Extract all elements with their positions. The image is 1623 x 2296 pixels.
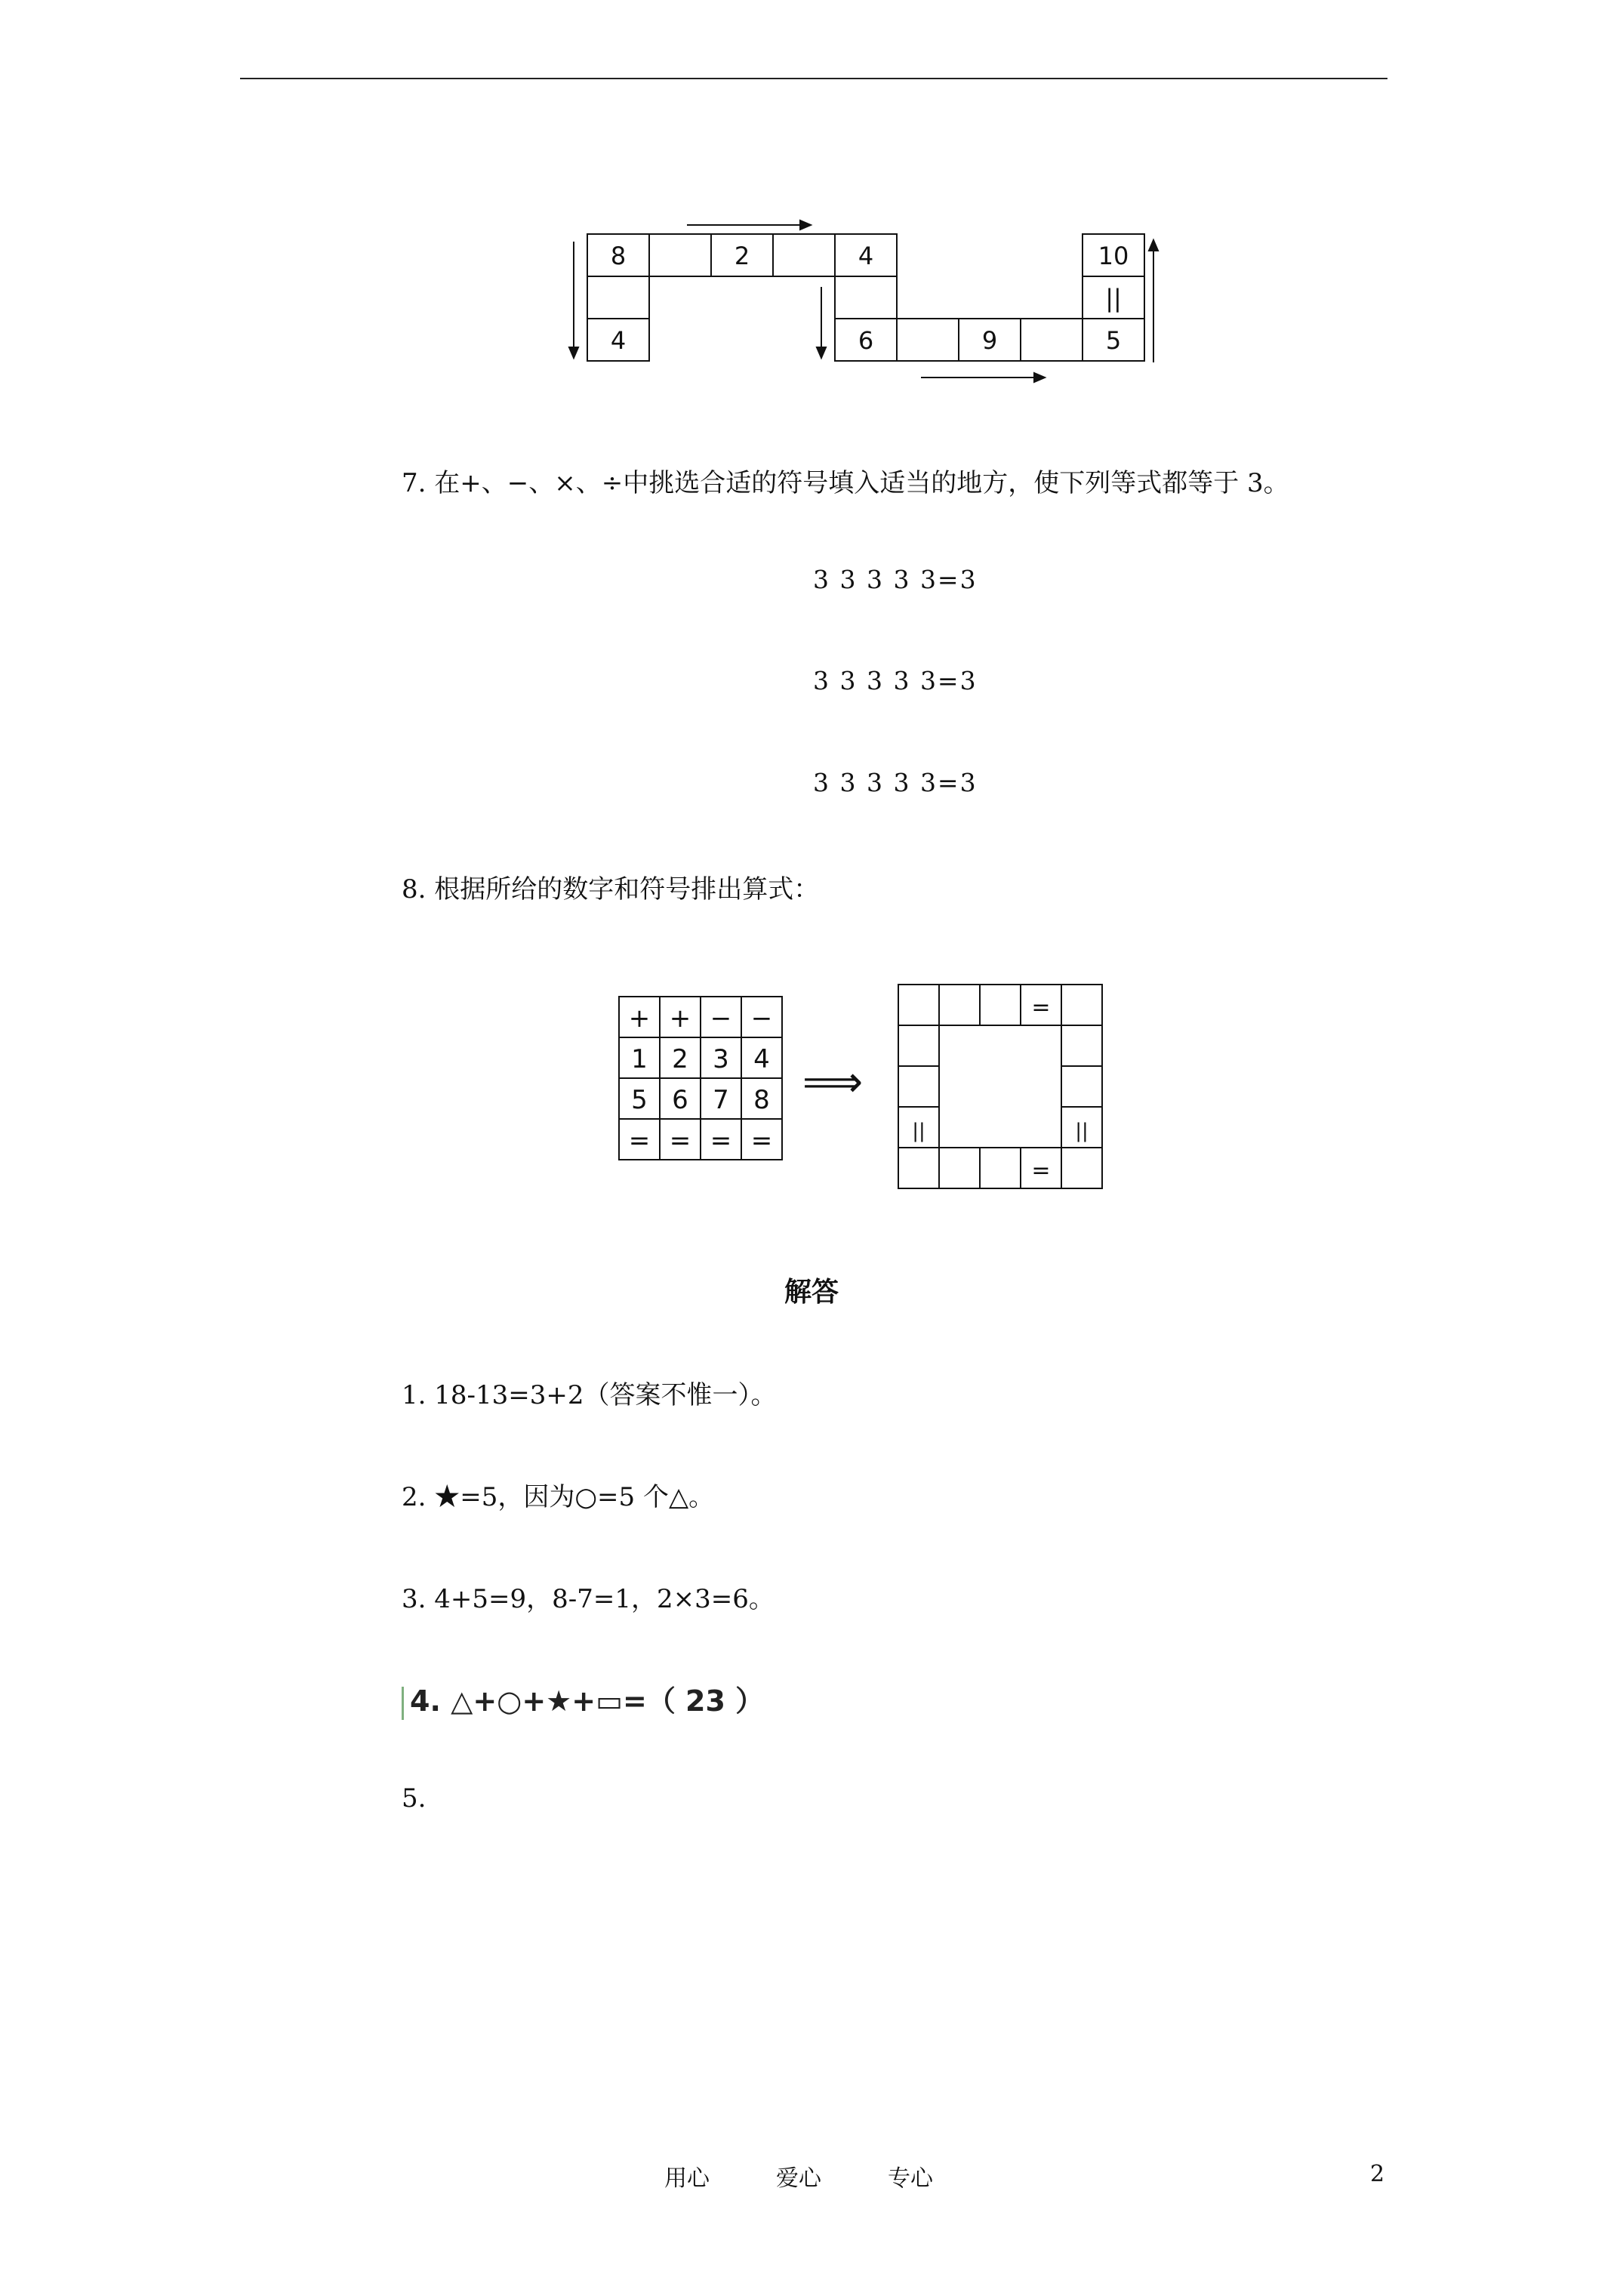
answer-4-text: 4. △+○+★+▭=（ 23 ） [410,1684,765,1718]
grid-cell-r1c2: + [669,1003,691,1034]
grid-cell-r3c1: 5 [631,1085,648,1115]
answer-3: 3. 4+5=9，8-7=1，2×3=6。 [402,1584,775,1614]
ring-equals-right: || [1075,1120,1089,1142]
answer-5: 5. [402,1783,427,1814]
grid-cell-r2c3: 3 [713,1044,729,1074]
grid-cell-r2c1: 1 [631,1044,648,1074]
grid-cell-r1c4: − [750,1003,773,1034]
ring-equals-left: || [912,1120,925,1142]
grid-cell-r1c1: + [628,1003,651,1034]
snake-cell-4-top: 4 [858,242,874,270]
arrangement-diagram [604,974,1117,1193]
double-arrow-icon: ⟹ [802,1058,864,1107]
snake-cell-9: 9 [981,326,998,355]
grid-cell-r3c4: 8 [753,1085,770,1115]
grid-cell-r3c2: 6 [672,1085,688,1115]
grid-cell-r1c3: − [710,1003,732,1034]
snake-cell-10: 10 [1098,242,1129,270]
margin-bar [402,1687,404,1720]
grid-cell-r2c4: 4 [753,1044,770,1074]
footer-motto-1: 用心 [664,2165,710,2192]
snake-cell-5: 5 [1105,326,1122,355]
snake-number-diagram [559,204,1163,408]
grid-cell-r4c1: = [628,1126,651,1156]
question-7: 7. 在+、−、×、÷中挑选合适的符号填入适当的地方，使下列等式都等于 3。 [402,468,1289,498]
answer-4 [402,1678,764,1720]
grid-cell-r4c3: = [710,1126,732,1156]
equation-2: 3 3 3 3 3=3 [813,666,978,695]
ring-equals-top: = [1031,994,1051,1021]
equation-1: 3 3 3 3 3=3 [813,565,978,594]
footer-motto-3: 专心 [888,2165,933,2192]
footer-motto-2: 爱心 [776,2165,821,2192]
equation-3: 3 3 3 3 3=3 [813,768,978,797]
ring-equals-bottom: = [1031,1157,1051,1184]
grid-cell-r4c4: = [750,1126,773,1156]
grid-cell-r4c2: = [669,1126,691,1156]
page-number: 2 [1370,2161,1385,2187]
snake-cell-8: 8 [610,242,627,270]
grid-cell-r2c2: 2 [672,1044,688,1074]
snake-cell-4-left: 4 [610,326,627,355]
snake-cell-2: 2 [734,242,750,270]
footer-motto [664,2159,933,2193]
header-rule [240,78,1387,79]
answer-section-title: 解答 [784,1276,839,1308]
answer-1: 1. 18-13=3+2（答案不惟一）。 [402,1380,777,1410]
grid-cell-r3c3: 7 [713,1085,729,1115]
question-8: 8. 根据所给的数字和符号排出算式： [402,874,820,905]
snake-cell-6: 6 [858,326,874,355]
answer-2: 2. ★=5，因为○=5 个△。 [402,1482,715,1512]
snake-equals-vertical: || [1105,284,1122,313]
